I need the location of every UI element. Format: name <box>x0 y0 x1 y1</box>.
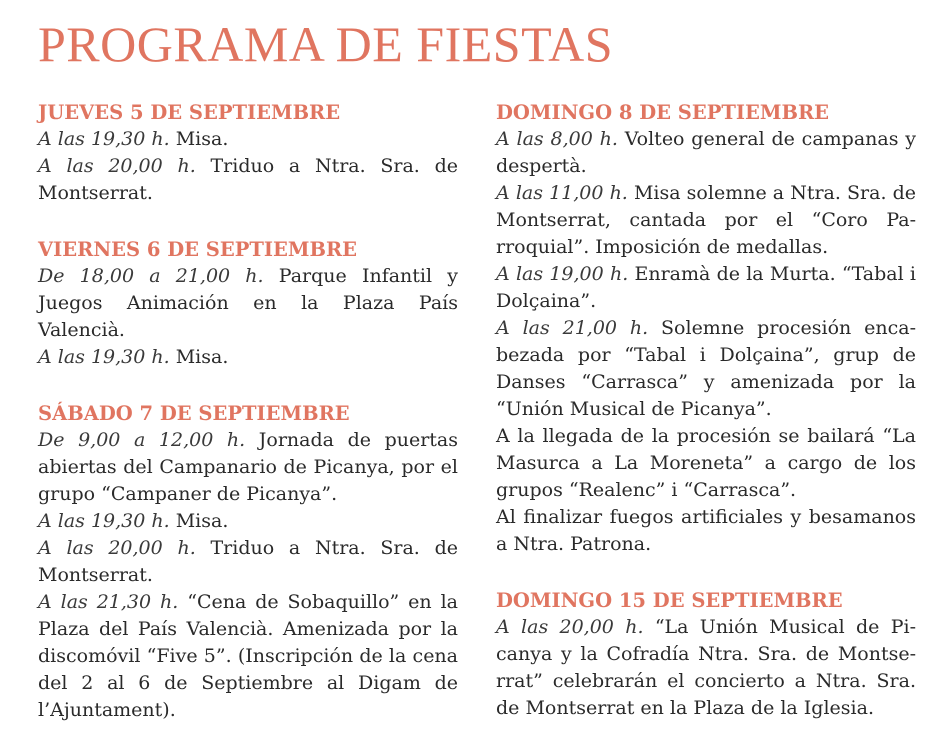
event-time: A las 21,00 h. <box>496 317 649 339</box>
day-title: SÁBADO 7 DE SEPTIEMBRE <box>38 402 350 425</box>
event-item <box>38 263 458 344</box>
event-time: A las 20,00 h. <box>38 537 196 559</box>
event-description: Misa. <box>175 510 229 532</box>
event-description: Jornada de puertas abiertas del Campanario de Picanya, por el grupo “Campaner de Picanya”. <box>38 429 459 505</box>
event-description: Al finalizar fuegos artificiales y besamanos a Ntra. Patrona. <box>496 506 916 555</box>
event-item <box>496 315 916 423</box>
event-time: A las 20,00 h. <box>38 155 196 177</box>
event-item <box>38 508 458 535</box>
event-item <box>496 180 916 261</box>
event-item <box>38 589 458 724</box>
event-item <box>38 126 458 153</box>
event-item <box>496 614 916 722</box>
event-item <box>38 535 458 589</box>
event-item <box>496 261 916 315</box>
event-description: Enramà de la Murta. “Tabal i Dolçaina”. <box>496 263 916 312</box>
event-description: Parque Infantil y Juegos Animación en la Plaza País Valencià. <box>38 265 458 341</box>
event-time: De 18,00 a 21,00 h. <box>38 265 264 287</box>
event-time: A las 8,00 h. <box>496 128 618 150</box>
event-item <box>496 126 916 180</box>
day-title: DOMINGO 15 DE SEPTIEMBRE <box>496 589 843 612</box>
day-section-jueves-5-de-septiembre <box>38 100 458 207</box>
day-title: JUEVES 5 DE SEPTIEMBRE <box>38 101 341 124</box>
event-time: A las 19,30 h. <box>38 128 170 150</box>
day-section-sabado-7-de-septiembre <box>38 401 458 724</box>
event-description: Misa. <box>175 346 229 368</box>
event-description: Misa solemne a Ntra. Sra. de Montserrat, cantada por el “Coro Parroquial”. Imposición de medallas. <box>496 182 916 258</box>
event-time: A las 19,00 h. <box>496 263 629 285</box>
event-time: A las 11,00 h. <box>496 182 628 204</box>
event-description: A la llegada de la procesión se bailará “La Masurca a La Moreneta” a cargo de los grupos “Realenc” i “Carrasca”. <box>496 425 916 501</box>
day-section-domingo-15-de-septiembre <box>496 588 916 722</box>
event-description: “Cena de Sobaquillo” en la Plaza del País Valencià. Amenizada por la discomóvil “Five 5”. (Inscripción de la cena del 2 al 6 de Septiembre al Digam de l’Ajuntament). <box>38 591 458 721</box>
day-section-domingo-8-de-septiembre <box>496 100 916 558</box>
event-time: A las 20,00 h. <box>496 616 644 638</box>
event-item <box>38 344 458 371</box>
day-section-viernes-6-de-septiembre <box>38 237 458 371</box>
event-description: Triduo a Ntra. Sra. de Montserrat. <box>38 537 458 586</box>
page-title: PROGRAMA DE FIESTAS <box>38 16 614 72</box>
day-title: VIERNES 6 DE SEPTIEMBRE <box>38 238 358 261</box>
event-item <box>38 427 458 508</box>
event-description: “La Unión Musical de Picanya y la Cofradía Ntra. Sra. de Montserrat” celebrarán el concierto a Ntra. Sra. de Montserrat en la Plaza de la Iglesia. <box>496 616 917 719</box>
event-description: Volteo general de campanas y despertà. <box>496 128 917 177</box>
event-time: De 9,00 a 12,00 h. <box>38 429 246 451</box>
right-column <box>496 100 916 752</box>
event-description: Triduo a Ntra. Sra. de Montserrat. <box>38 155 458 204</box>
event-item <box>496 504 916 558</box>
event-description: Misa. <box>175 128 229 150</box>
event-item <box>38 153 458 207</box>
event-time: A las 19,30 h. <box>38 510 170 532</box>
event-time: A las 21,30 h. <box>38 591 179 613</box>
event-item <box>496 423 916 504</box>
event-time: A las 19,30 h. <box>38 346 170 368</box>
left-column <box>38 100 458 754</box>
day-title: DOMINGO 8 DE SEPTIEMBRE <box>496 101 830 124</box>
event-description: Solemne procesión encabezada por “Tabal i Dolçaina”, grup de Danses “Carrasca” y amenizada por la “Unión Musical de Picanya”. <box>496 317 916 420</box>
